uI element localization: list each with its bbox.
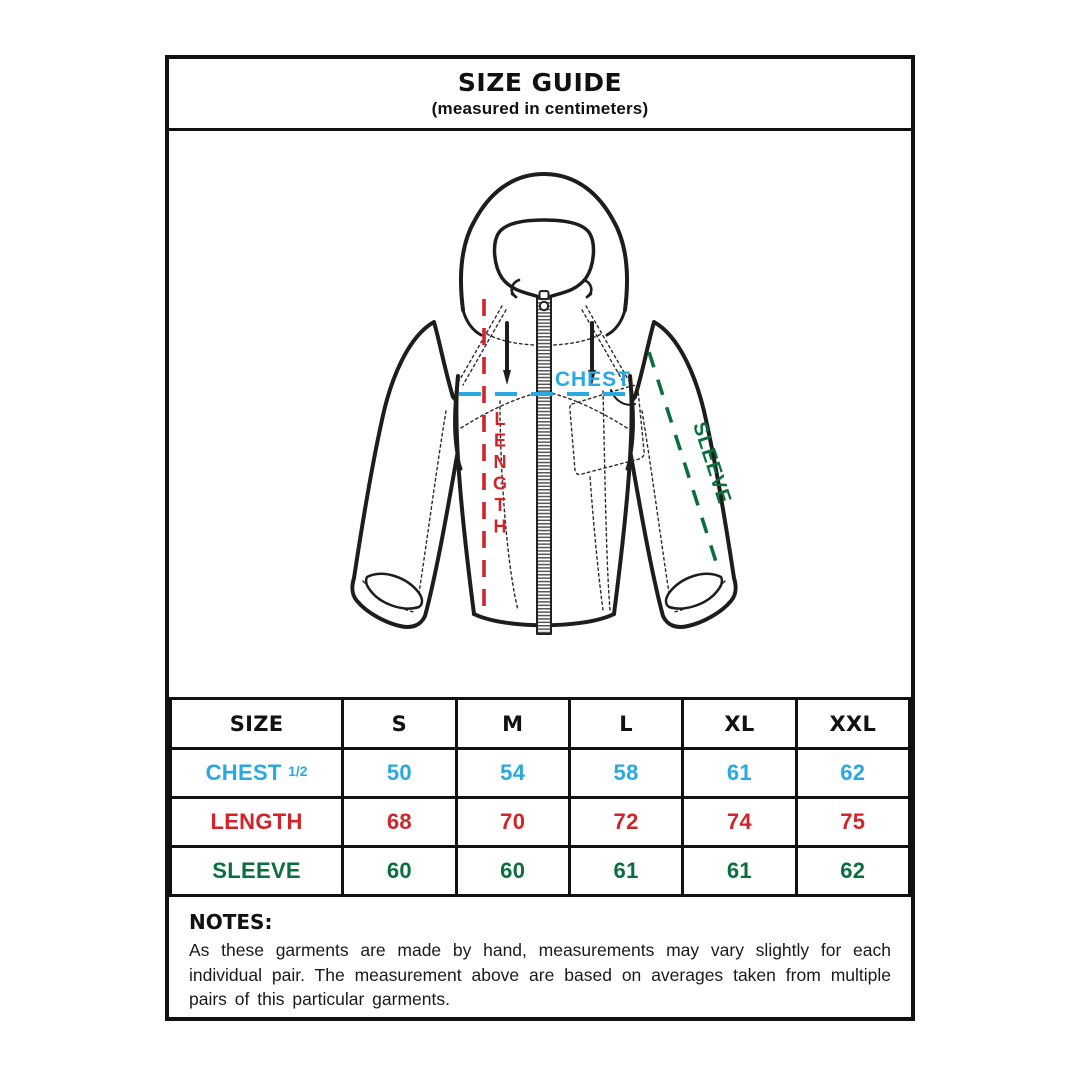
- chest-measure-label: CHEST: [554, 368, 631, 391]
- table-row-chest: [171, 749, 910, 798]
- chest-value-xl: 61: [683, 749, 796, 798]
- length-value-xxl: 75: [796, 798, 909, 847]
- zipper-slider: [540, 291, 549, 299]
- length-value-m: 70: [456, 798, 569, 847]
- sleeve-measure-label: SLEEVE: [688, 419, 736, 507]
- row-label-sleeve: SLEEVE: [171, 847, 343, 896]
- svg-text:E: E: [493, 430, 507, 451]
- hood-opening: [495, 220, 594, 299]
- sleeve-value-s: 60: [343, 847, 456, 896]
- page-title: SIZE GUIDE: [457, 68, 623, 97]
- length-value-l: 72: [569, 798, 682, 847]
- sleeve-value-xl: 61: [683, 847, 796, 896]
- table-row-sleeve: [171, 847, 910, 896]
- sleeve-value-l: 61: [569, 847, 682, 896]
- length-value-xl: 74: [683, 798, 796, 847]
- header-cell-size: SIZE: [171, 699, 343, 749]
- chest-value-s: 50: [343, 749, 456, 798]
- sleeve-value-m: 60: [456, 847, 569, 896]
- table-header-row: [171, 699, 910, 749]
- header-cell-xxl: XXL: [796, 699, 909, 749]
- page-subtitle: (measured in centimeters): [431, 98, 649, 118]
- svg-text:T: T: [494, 495, 506, 515]
- chest-value-m: 54: [456, 749, 569, 798]
- header-section: [169, 59, 911, 131]
- table-row-length: [171, 798, 910, 847]
- jacket-technical-drawing-icon: [169, 131, 919, 697]
- svg-text:H: H: [493, 516, 507, 537]
- header-cell-s: S: [343, 699, 456, 749]
- svg-text:N: N: [493, 452, 507, 472]
- notes-heading: NOTES:: [189, 910, 273, 934]
- header-cell-m: M: [456, 699, 569, 749]
- svg-text:G: G: [492, 473, 508, 494]
- zipper-pull: [540, 302, 548, 310]
- size-table: [169, 697, 911, 897]
- notes-body: As these garments are made by hand, measurements may vary slightly for each individual pair. The measurement above are based on averages taken from multiple pairs of this particular garments.: [189, 940, 891, 1009]
- svg-text:L: L: [494, 409, 506, 429]
- length-value-s: 68: [343, 798, 456, 847]
- sleeve-value-xxl: 62: [796, 847, 909, 896]
- notes-section: [169, 897, 911, 1017]
- header-cell-l: L: [569, 699, 682, 749]
- size-guide-frame: [165, 55, 915, 1021]
- jacket-figure-section: [169, 131, 911, 697]
- zipper-strip: [537, 298, 551, 634]
- row-label-chest: CHEST $^{1/2}$: [171, 749, 343, 798]
- length-measure-label: [493, 409, 507, 537]
- row-label-length: LENGTH: [171, 798, 343, 847]
- chest-value-l: 58: [569, 749, 682, 798]
- chest-half-suffix: 1/2: [288, 763, 308, 779]
- header-cell-xl: XL: [683, 699, 796, 749]
- chest-value-xxl: 62: [796, 749, 909, 798]
